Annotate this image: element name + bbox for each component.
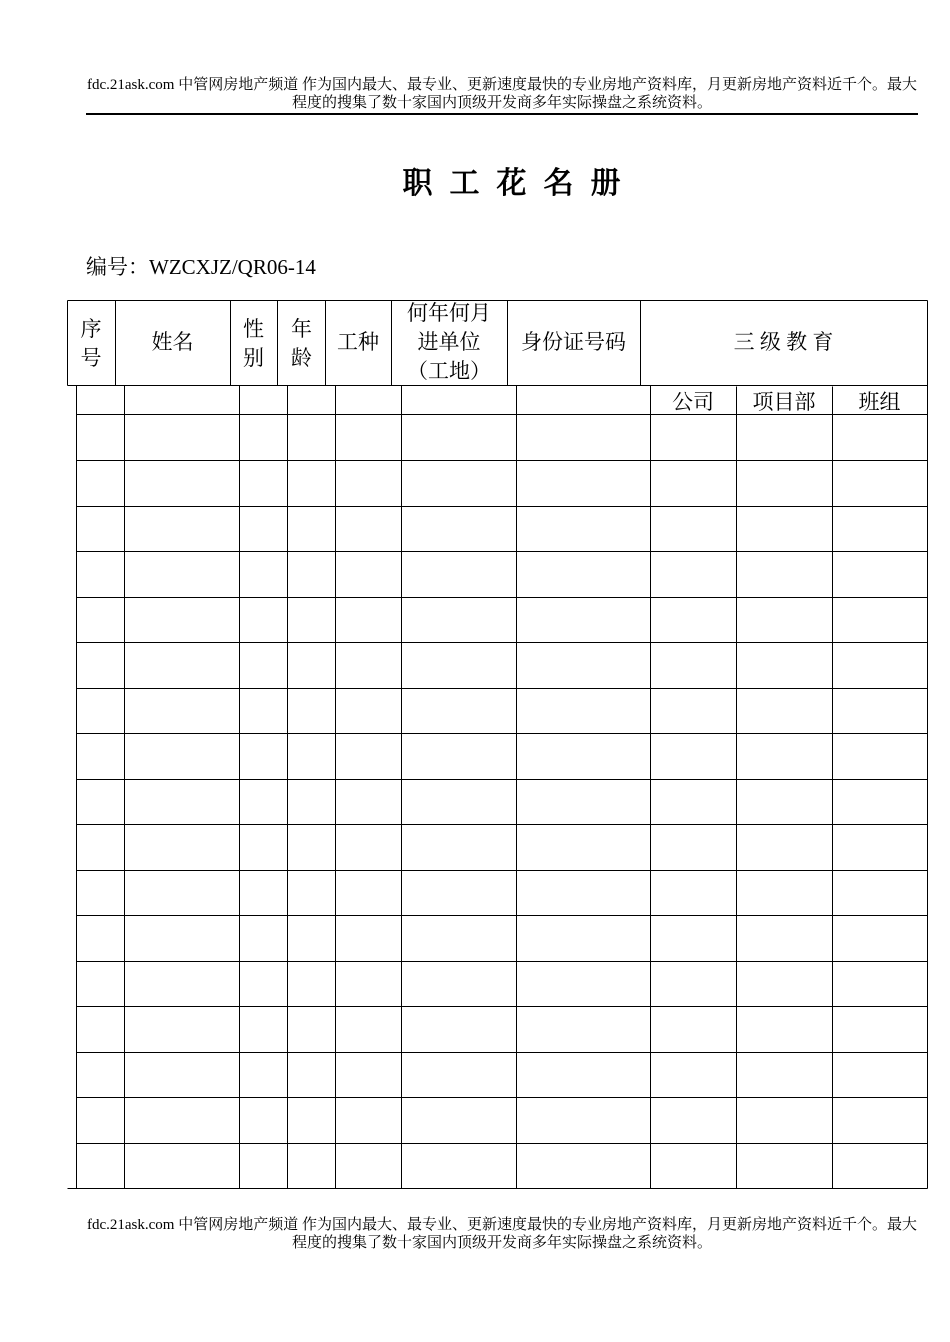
sub-header-company: 公司 [672, 389, 714, 414]
form-code: 编号：WZCXJZ/QR06-14 [86, 255, 316, 279]
col-header-entry-date: 何年何月进单位（工地） [407, 301, 491, 383]
sub-header-project-dept: 项目部 [752, 389, 816, 414]
col-header-seq: 序号 [80, 316, 102, 370]
col-header-age: 年龄 [291, 316, 312, 370]
col-header-name: 姓名 [151, 330, 194, 354]
sub-header-team: 班组 [858, 389, 901, 414]
col-header-gender: 性别 [243, 316, 264, 370]
col-header-id-number: 身份证号码 [521, 330, 626, 354]
col-header-trade: 工种 [337, 330, 379, 354]
header-note: fdc.21ask.com 中管网房地产频道 作为国内最大、最专业、更新速度最快的专业房地产资料库，月更新房地产资料近千个。最大程度的搜集了数十家国内顶级开发商多年实际操盘之系统资料。 [87, 77, 917, 111]
page-title: 职工花名册 [402, 166, 638, 201]
col-header-education: 三 级 教 育 [733, 330, 834, 354]
footer-note: fdc.21ask.com 中管网房地产频道 作为国内最大、最专业、更新速度最快的专业房地产资料库，月更新房地产资料近千个。最大程度的搜集了数十家国内顶级开发商多年实际操盘之系统资料。 [87, 1217, 917, 1251]
